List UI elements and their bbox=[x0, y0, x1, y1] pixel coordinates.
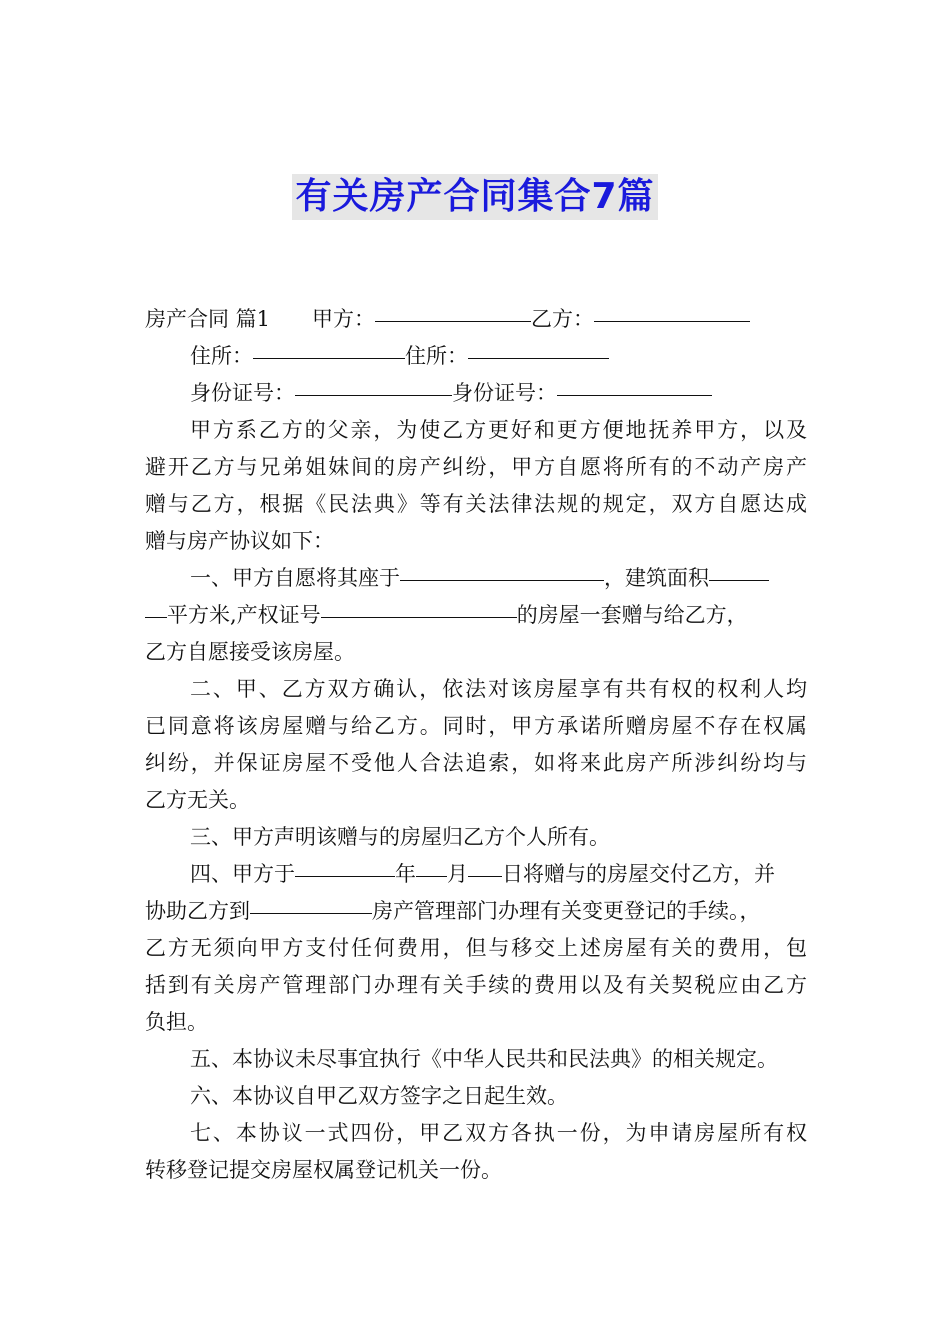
clause-1-text: 一、甲方自愿将其座于 bbox=[190, 566, 400, 590]
contract-body bbox=[145, 301, 807, 1189]
address-row bbox=[145, 338, 807, 375]
clause-1-line: 乙方自愿接受该房屋。 bbox=[145, 640, 355, 664]
id-row bbox=[145, 375, 807, 412]
clause-4-text: 协助乙方到 bbox=[145, 899, 250, 923]
clause-2-line: 已同意将该房屋赠与给乙方。同时，甲方承诺所赠房屋不存在权属 bbox=[145, 714, 807, 738]
party-b-label: 乙方： bbox=[531, 307, 595, 331]
clause-1-text: ，建筑面积 bbox=[604, 566, 709, 590]
party-b-address-label: 住所： bbox=[405, 344, 468, 368]
day-blank bbox=[468, 875, 502, 877]
clause-1-text: 平方米,产权证号 bbox=[167, 603, 321, 627]
clause-4-line: 括到有关房产管理部门办理有关手续的费用以及有关契税应由乙方 bbox=[145, 973, 807, 997]
area-blank-continued bbox=[145, 616, 167, 618]
month-blank bbox=[416, 875, 447, 877]
party-b-address-blank bbox=[468, 357, 609, 359]
clause-4-line bbox=[145, 856, 807, 893]
clause-1-line bbox=[145, 560, 807, 597]
party-b-id-label: 身份证号： bbox=[452, 381, 557, 405]
clause-2-line: 纠纷，并保证房屋不受他人合法追索，如将来此房产所涉纠纷均与 bbox=[145, 751, 807, 775]
preamble-line: 赠与房产协议如下： bbox=[145, 529, 334, 553]
clause-5-line: 五、本协议未尽事宜执行《中华人民共和民法典》的相关规定。 bbox=[190, 1047, 778, 1071]
clause-7-line: 七、本协议一式四份，甲乙双方各执一份，为申请房屋所有权 bbox=[190, 1121, 807, 1145]
title-area bbox=[0, 174, 950, 220]
clause-7-line: 转移登记提交房屋权属登记机关一份。 bbox=[145, 1158, 502, 1182]
clause-6-line: 六、本协议自甲乙双方签字之日起生效。 bbox=[190, 1084, 568, 1108]
party-header-row bbox=[145, 301, 807, 338]
clause-2-line: 乙方无关。 bbox=[145, 788, 250, 812]
clause-4-line: 乙方无须向甲方支付任何费用，但与移交上述房屋有关的费用，包 bbox=[145, 936, 807, 960]
preamble-line: 避开乙方与兄弟姐妹间的房产纠纷，甲方自愿将所有的不动产房产 bbox=[145, 455, 807, 479]
party-a-id-blank bbox=[295, 394, 452, 396]
party-b-name-blank bbox=[594, 320, 750, 322]
section-label: 房产合同 篇1 bbox=[145, 307, 271, 331]
document-title: 有关房产合同集合7篇 bbox=[292, 174, 657, 220]
location-blank bbox=[400, 579, 604, 581]
year-blank bbox=[295, 875, 395, 877]
party-a-address-label: 住所： bbox=[190, 344, 253, 368]
party-a-id-label: 身份证号： bbox=[190, 381, 295, 405]
clause-4-line: 负担。 bbox=[145, 1010, 208, 1034]
party-a-label: 甲方： bbox=[312, 307, 376, 331]
clause-4-text: 日将赠与的房屋交付乙方，并 bbox=[502, 862, 775, 886]
area-blank bbox=[709, 579, 769, 581]
certificate-number-blank bbox=[321, 616, 517, 618]
clause-1-line bbox=[145, 597, 807, 634]
clause-2-line: 二、甲、乙方双方确认，依法对该房屋享有共有权的权利人均 bbox=[190, 677, 807, 701]
preamble-line: 赠与乙方，根据《民法典》等有关法律法规的规定，双方自愿达成 bbox=[145, 492, 807, 516]
clause-4-text: 房产管理部门办理有关变更登记的手续。， bbox=[372, 899, 761, 923]
clause-3-line: 三、甲方声明该赠与的房屋归乙方个人所有。 bbox=[190, 825, 610, 849]
clause-4-text: 四、甲方于 bbox=[190, 862, 295, 886]
month-label: 月 bbox=[447, 862, 468, 886]
year-label: 年 bbox=[395, 862, 416, 886]
party-b-id-blank bbox=[557, 394, 712, 396]
party-a-address-blank bbox=[253, 357, 405, 359]
department-blank bbox=[250, 912, 372, 914]
preamble-line: 甲方系乙方的父亲，为使乙方更好和更方便地抚养甲方，以及 bbox=[190, 418, 807, 442]
clause-1-text: 的房屋一套赠与给乙方， bbox=[516, 603, 748, 627]
party-a-name-blank bbox=[375, 320, 531, 322]
clause-4-line bbox=[145, 893, 807, 930]
